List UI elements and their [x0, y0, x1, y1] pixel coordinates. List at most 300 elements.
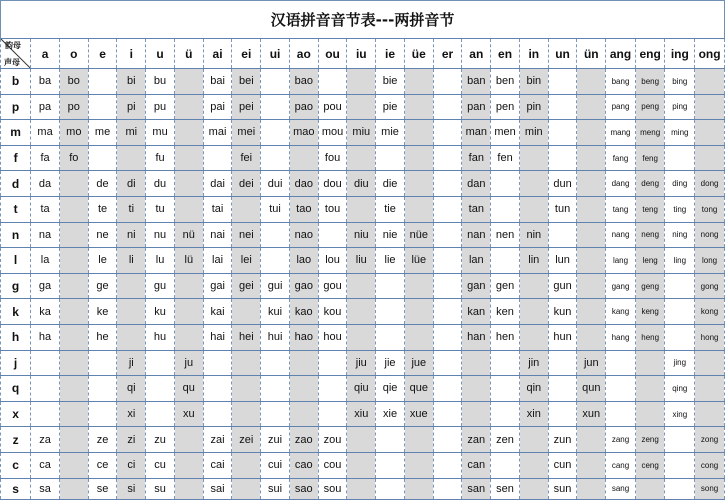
syllable-cell	[491, 452, 520, 478]
table-row	[1, 376, 725, 402]
syllable-cell: ka	[31, 299, 60, 325]
syllable-cell: zui	[261, 427, 290, 453]
syllable-cell: lüe	[404, 248, 433, 274]
syllable-cell: tou	[318, 196, 347, 222]
syllable-cell: long	[695, 248, 725, 274]
syllable-cell	[203, 376, 232, 402]
syllable-cell: qiu	[347, 376, 376, 402]
syllable-cell: lie	[376, 248, 405, 274]
syllable-cell: na	[31, 222, 60, 248]
syllable-cell	[347, 427, 376, 453]
syllable-cell: neng	[635, 222, 665, 248]
syllable-cell: ding	[665, 171, 695, 197]
syllable-cell	[433, 69, 462, 95]
syllable-cell: sun	[548, 478, 577, 500]
syllable-cell	[433, 171, 462, 197]
syllable-cell	[59, 401, 88, 427]
syllable-cell: teng	[635, 196, 665, 222]
syllable-cell	[261, 376, 290, 402]
syllable-cell: ping	[665, 94, 695, 120]
syllable-cell: ti	[117, 196, 146, 222]
syllable-cell: dou	[318, 171, 347, 197]
initial-cell: x	[1, 401, 31, 427]
syllable-cell	[548, 350, 577, 376]
syllable-cell	[548, 145, 577, 171]
syllable-cell	[347, 94, 376, 120]
syllable-cell: mou	[318, 120, 347, 146]
syllable-cell: tao	[289, 196, 318, 222]
syllable-cell: geng	[635, 273, 665, 299]
syllable-cell	[203, 350, 232, 376]
syllable-cell: mu	[146, 120, 175, 146]
syllable-cell: zai	[203, 427, 232, 453]
syllable-cell: du	[146, 171, 175, 197]
syllable-cell: fen	[491, 145, 520, 171]
syllable-cell	[665, 145, 695, 171]
syllable-cell	[174, 94, 203, 120]
syllable-cell: dao	[289, 171, 318, 197]
syllable-cell	[606, 376, 636, 402]
final-header: an	[462, 39, 491, 69]
syllable-cell	[433, 222, 462, 248]
syllable-cell: bing	[665, 69, 695, 95]
final-header: ao	[289, 39, 318, 69]
syllable-cell	[88, 350, 117, 376]
syllable-cell	[665, 299, 695, 325]
syllable-cell: pou	[318, 94, 347, 120]
syllable-cell	[404, 196, 433, 222]
syllable-cell	[433, 145, 462, 171]
syllable-cell: fang	[606, 145, 636, 171]
syllable-cell	[519, 273, 548, 299]
syllable-cell: te	[88, 196, 117, 222]
final-header: a	[31, 39, 60, 69]
syllable-cell	[347, 299, 376, 325]
syllable-cell	[289, 145, 318, 171]
syllable-cell	[665, 273, 695, 299]
syllable-cell	[59, 248, 88, 274]
syllable-cell	[347, 452, 376, 478]
initial-cell: l	[1, 248, 31, 274]
syllable-cell: cao	[289, 452, 318, 478]
table-row	[1, 452, 725, 478]
syllable-cell	[376, 324, 405, 350]
syllable-cell: heng	[635, 324, 665, 350]
syllable-cell: nü	[174, 222, 203, 248]
syllable-cell: ce	[88, 452, 117, 478]
syllable-cell	[59, 222, 88, 248]
syllable-cell: sou	[318, 478, 347, 500]
syllable-cell: ci	[117, 452, 146, 478]
syllable-cell: bi	[117, 69, 146, 95]
syllable-cell: zong	[695, 427, 725, 453]
table-row	[1, 120, 725, 146]
table-row	[1, 427, 725, 453]
syllable-cell: niu	[347, 222, 376, 248]
initial-cell: n	[1, 222, 31, 248]
syllable-cell	[289, 350, 318, 376]
syllable-cell: zeng	[635, 427, 665, 453]
syllable-cell: nüe	[404, 222, 433, 248]
syllable-cell: xiu	[347, 401, 376, 427]
syllable-cell: lang	[606, 248, 636, 274]
syllable-cell: ca	[31, 452, 60, 478]
syllable-cell	[519, 427, 548, 453]
syllable-cell	[376, 299, 405, 325]
syllable-cell: mei	[232, 120, 261, 146]
syllable-cell: fei	[232, 145, 261, 171]
syllable-cell: gong	[695, 273, 725, 299]
syllable-table	[0, 38, 725, 500]
syllable-cell	[433, 299, 462, 325]
syllable-cell: he	[88, 324, 117, 350]
syllable-cell	[404, 427, 433, 453]
final-header: u	[146, 39, 175, 69]
syllable-cell: kan	[462, 299, 491, 325]
syllable-cell: ga	[31, 273, 60, 299]
syllable-rows	[1, 69, 725, 500]
syllable-cell	[261, 248, 290, 274]
syllable-cell	[433, 350, 462, 376]
syllable-cell: zu	[146, 427, 175, 453]
syllable-cell: jin	[519, 350, 548, 376]
syllable-cell	[491, 401, 520, 427]
syllable-cell	[665, 427, 695, 453]
syllable-cell	[635, 478, 665, 500]
syllable-cell: xu	[174, 401, 203, 427]
initials-corner-label: 声母	[4, 58, 20, 67]
initial-cell: m	[1, 120, 31, 146]
syllable-cell: mi	[117, 120, 146, 146]
table-row	[1, 248, 725, 274]
syllable-cell: gei	[232, 273, 261, 299]
syllable-cell	[491, 248, 520, 274]
syllable-cell: tong	[695, 196, 725, 222]
syllable-cell	[232, 299, 261, 325]
syllable-cell: ning	[665, 222, 695, 248]
syllable-cell	[606, 350, 636, 376]
syllable-cell: zao	[289, 427, 318, 453]
syllable-cell: bin	[519, 69, 548, 95]
syllable-cell	[433, 401, 462, 427]
syllable-cell	[433, 196, 462, 222]
syllable-cell: ben	[491, 69, 520, 95]
syllable-cell	[146, 376, 175, 402]
syllable-cell	[577, 171, 606, 197]
syllable-cell	[462, 350, 491, 376]
syllable-cell	[665, 478, 695, 500]
syllable-cell	[261, 145, 290, 171]
syllable-cell	[232, 196, 261, 222]
syllable-cell	[59, 196, 88, 222]
syllable-cell: kao	[289, 299, 318, 325]
syllable-cell: deng	[635, 171, 665, 197]
syllable-cell: zou	[318, 427, 347, 453]
syllable-cell	[695, 401, 725, 427]
syllable-cell	[577, 427, 606, 453]
initial-cell: g	[1, 273, 31, 299]
syllable-cell	[548, 376, 577, 402]
syllable-cell	[232, 478, 261, 500]
syllable-cell	[548, 94, 577, 120]
table-row	[1, 299, 725, 325]
syllable-cell	[404, 171, 433, 197]
syllable-cell	[31, 376, 60, 402]
syllable-cell	[433, 427, 462, 453]
syllable-cell	[665, 452, 695, 478]
initial-cell: t	[1, 196, 31, 222]
syllable-cell: pan	[462, 94, 491, 120]
syllable-cell: cou	[318, 452, 347, 478]
syllable-cell	[577, 222, 606, 248]
table-row	[1, 401, 725, 427]
syllable-cell: cang	[606, 452, 636, 478]
syllable-cell	[519, 299, 548, 325]
syllable-cell	[404, 299, 433, 325]
syllable-cell: beng	[635, 69, 665, 95]
syllable-cell: qun	[577, 376, 606, 402]
syllable-cell	[318, 222, 347, 248]
syllable-cell: kong	[695, 299, 725, 325]
syllable-cell: leng	[635, 248, 665, 274]
syllable-cell: tan	[462, 196, 491, 222]
syllable-cell	[174, 196, 203, 222]
syllable-cell: xi	[117, 401, 146, 427]
syllable-cell: sao	[289, 478, 318, 500]
syllable-cell: sui	[261, 478, 290, 500]
syllable-cell: me	[88, 120, 117, 146]
syllable-cell: bai	[203, 69, 232, 95]
syllable-cell: men	[491, 120, 520, 146]
finals-header-row	[1, 39, 725, 69]
syllable-cell: nan	[462, 222, 491, 248]
syllable-cell: bie	[376, 69, 405, 95]
syllable-cell	[88, 94, 117, 120]
syllable-cell: hou	[318, 324, 347, 350]
syllable-cell	[318, 376, 347, 402]
syllable-cell: nie	[376, 222, 405, 248]
syllable-cell: miu	[347, 120, 376, 146]
syllable-cell	[433, 94, 462, 120]
table-row	[1, 222, 725, 248]
syllable-cell: xie	[376, 401, 405, 427]
final-header: ing	[665, 39, 695, 69]
final-header: ou	[318, 39, 347, 69]
syllable-cell	[548, 401, 577, 427]
syllable-cell	[404, 273, 433, 299]
syllable-cell: xun	[577, 401, 606, 427]
syllable-cell	[433, 273, 462, 299]
syllable-cell: sang	[606, 478, 636, 500]
syllable-cell	[289, 376, 318, 402]
syllable-cell	[548, 222, 577, 248]
syllable-cell	[59, 273, 88, 299]
syllable-cell	[404, 145, 433, 171]
table-row	[1, 145, 725, 171]
syllable-cell: meng	[635, 120, 665, 146]
syllable-cell: dang	[606, 171, 636, 197]
syllable-cell	[261, 94, 290, 120]
syllable-cell: jing	[665, 350, 695, 376]
syllable-cell: lan	[462, 248, 491, 274]
syllable-cell	[695, 120, 725, 146]
syllable-cell: za	[31, 427, 60, 453]
syllable-cell: dui	[261, 171, 290, 197]
syllable-cell	[577, 94, 606, 120]
syllable-cell: po	[59, 94, 88, 120]
syllable-cell: hui	[261, 324, 290, 350]
syllable-cell	[232, 350, 261, 376]
syllable-cell: nai	[203, 222, 232, 248]
syllable-cell: zun	[548, 427, 577, 453]
syllable-cell: man	[462, 120, 491, 146]
syllable-cell	[404, 69, 433, 95]
syllable-cell: pie	[376, 94, 405, 120]
syllable-cell: ba	[31, 69, 60, 95]
syllable-cell	[59, 299, 88, 325]
syllable-cell	[491, 350, 520, 376]
syllable-cell	[146, 350, 175, 376]
syllable-cell: que	[404, 376, 433, 402]
syllable-cell	[519, 478, 548, 500]
syllable-cell: xin	[519, 401, 548, 427]
syllable-cell: se	[88, 478, 117, 500]
syllable-cell	[174, 452, 203, 478]
syllable-cell	[577, 196, 606, 222]
syllable-cell: nang	[606, 222, 636, 248]
syllable-cell	[548, 69, 577, 95]
syllable-cell: nong	[695, 222, 725, 248]
syllable-cell	[88, 69, 117, 95]
syllable-cell: ge	[88, 273, 117, 299]
syllable-cell: ban	[462, 69, 491, 95]
syllable-cell: fan	[462, 145, 491, 171]
syllable-cell: qin	[519, 376, 548, 402]
initial-cell: b	[1, 69, 31, 95]
syllable-cell: ling	[665, 248, 695, 274]
syllable-cell	[577, 324, 606, 350]
syllable-cell: bei	[232, 69, 261, 95]
syllable-cell: hu	[146, 324, 175, 350]
syllable-cell	[174, 299, 203, 325]
syllable-cell	[174, 427, 203, 453]
syllable-cell: qie	[376, 376, 405, 402]
syllable-cell	[31, 350, 60, 376]
syllable-cell	[606, 401, 636, 427]
table-row	[1, 273, 725, 299]
syllable-cell	[404, 94, 433, 120]
syllable-cell: ken	[491, 299, 520, 325]
syllable-cell	[88, 401, 117, 427]
syllable-cell	[635, 376, 665, 402]
syllable-cell: nei	[232, 222, 261, 248]
syllable-cell	[519, 324, 548, 350]
syllable-cell: nen	[491, 222, 520, 248]
initial-cell: k	[1, 299, 31, 325]
initial-cell: s	[1, 478, 31, 500]
syllable-cell	[289, 401, 318, 427]
syllable-cell	[433, 120, 462, 146]
syllable-cell	[261, 69, 290, 95]
syllable-cell: lü	[174, 248, 203, 274]
initial-cell: h	[1, 324, 31, 350]
syllable-cell: mang	[606, 120, 636, 146]
syllable-cell: feng	[635, 145, 665, 171]
syllable-cell	[404, 452, 433, 478]
syllable-cell: gun	[548, 273, 577, 299]
final-header: ü	[174, 39, 203, 69]
syllable-cell	[695, 376, 725, 402]
syllable-cell: cong	[695, 452, 725, 478]
syllable-cell	[433, 478, 462, 500]
final-header: ang	[606, 39, 636, 69]
syllable-cell: bang	[606, 69, 636, 95]
syllable-cell: lu	[146, 248, 175, 274]
syllable-cell	[433, 324, 462, 350]
syllable-cell: pu	[146, 94, 175, 120]
syllable-cell: lao	[289, 248, 318, 274]
syllable-cell: gao	[289, 273, 318, 299]
syllable-cell: liu	[347, 248, 376, 274]
syllable-cell: dong	[695, 171, 725, 197]
final-header: en	[491, 39, 520, 69]
syllable-cell	[347, 145, 376, 171]
syllable-cell: peng	[635, 94, 665, 120]
syllable-cell	[117, 145, 146, 171]
syllable-cell	[174, 69, 203, 95]
syllable-cell	[174, 273, 203, 299]
syllable-cell: zi	[117, 427, 146, 453]
syllable-cell: kai	[203, 299, 232, 325]
syllable-cell: lai	[203, 248, 232, 274]
syllable-cell	[174, 171, 203, 197]
syllable-cell: pang	[606, 94, 636, 120]
syllable-cell: tang	[606, 196, 636, 222]
syllable-cell	[203, 401, 232, 427]
syllable-cell: fou	[318, 145, 347, 171]
syllable-cell: ji	[117, 350, 146, 376]
syllable-cell	[59, 171, 88, 197]
syllable-cell	[318, 69, 347, 95]
syllable-cell	[519, 145, 548, 171]
syllable-cell: song	[695, 478, 725, 500]
syllable-cell: la	[31, 248, 60, 274]
syllable-cell: di	[117, 171, 146, 197]
syllable-cell: de	[88, 171, 117, 197]
syllable-cell	[88, 145, 117, 171]
syllable-cell	[433, 452, 462, 478]
syllable-cell: pei	[232, 94, 261, 120]
syllable-cell	[635, 401, 665, 427]
syllable-cell: jue	[404, 350, 433, 376]
final-header: ie	[376, 39, 405, 69]
syllable-cell: bo	[59, 69, 88, 95]
initial-cell: f	[1, 145, 31, 171]
syllable-cell: keng	[635, 299, 665, 325]
syllable-cell: ting	[665, 196, 695, 222]
syllable-cell: tui	[261, 196, 290, 222]
syllable-cell	[433, 376, 462, 402]
syllable-cell: kou	[318, 299, 347, 325]
syllable-cell	[404, 324, 433, 350]
syllable-cell: zang	[606, 427, 636, 453]
syllable-cell: qing	[665, 376, 695, 402]
syllable-cell: sen	[491, 478, 520, 500]
syllable-cell: hen	[491, 324, 520, 350]
syllable-cell: dai	[203, 171, 232, 197]
syllable-cell	[577, 273, 606, 299]
final-header: e	[88, 39, 117, 69]
